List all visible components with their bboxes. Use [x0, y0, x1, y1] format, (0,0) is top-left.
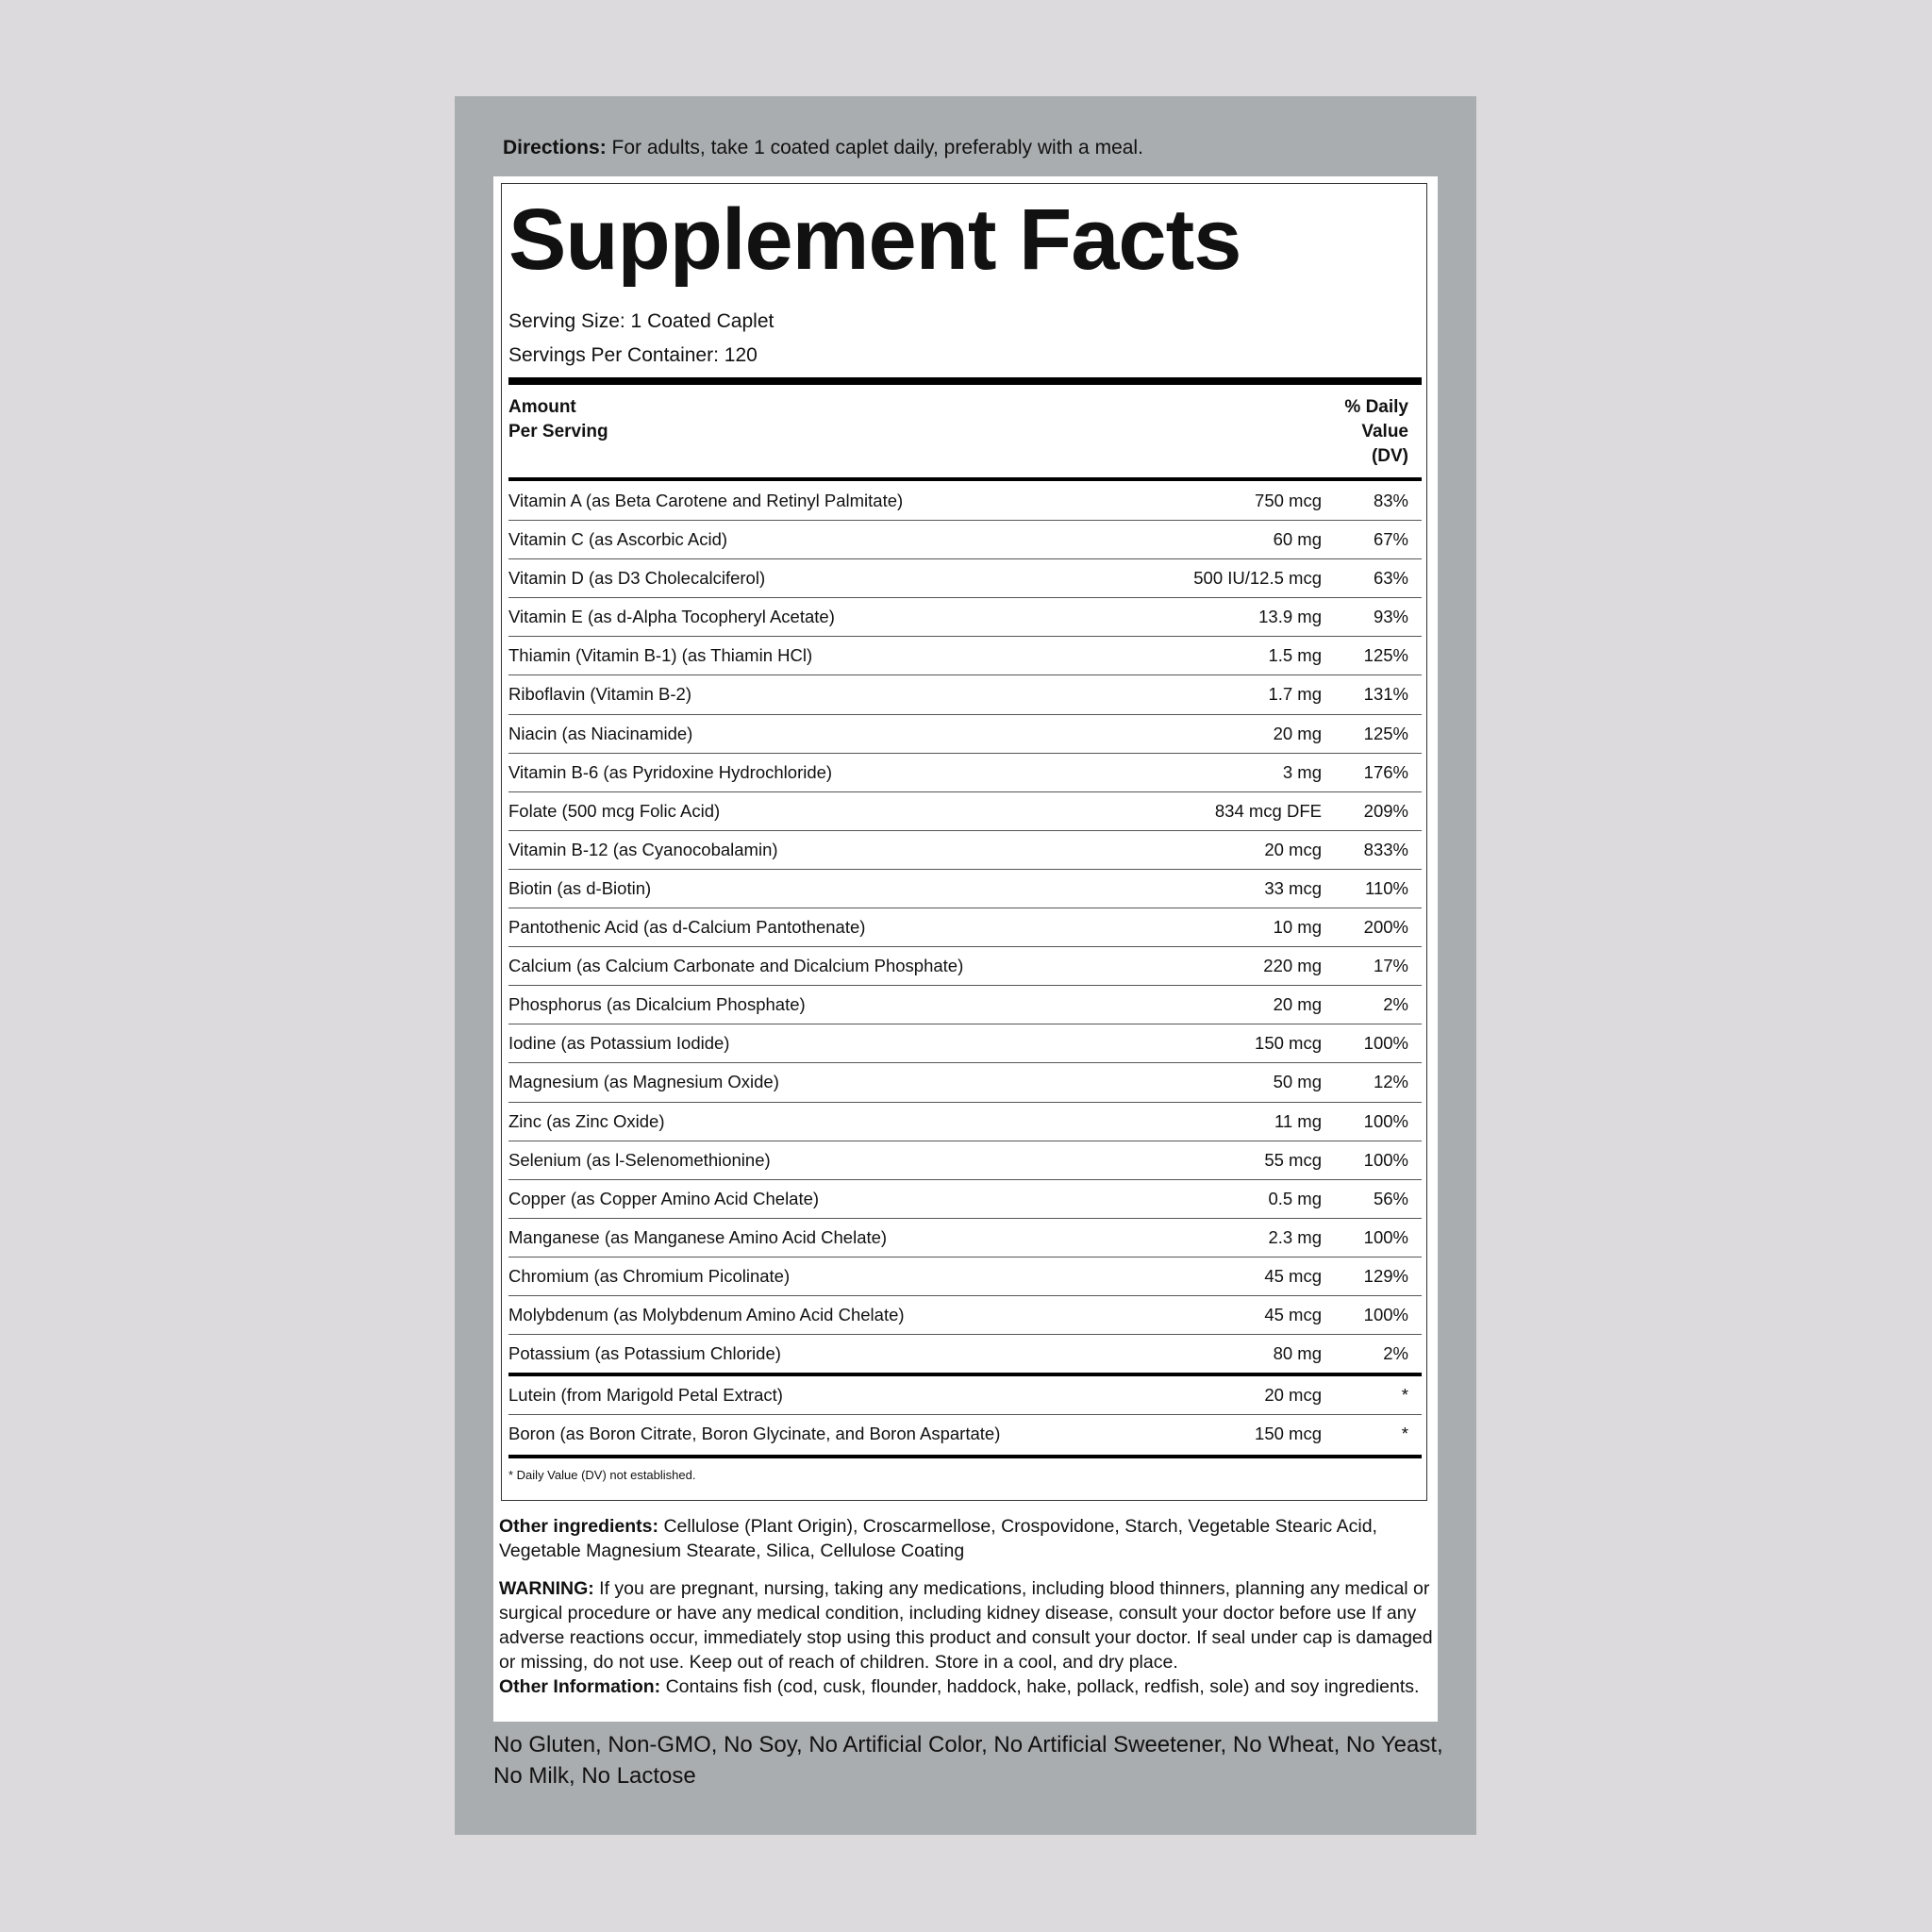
nutrient-name: Vitamin B-6 (as Pyridoxine Hydrochloride) [508, 761, 833, 782]
nutrient-dv: 833% [1363, 839, 1408, 859]
other-ingredients [499, 1514, 1433, 1563]
nutrient-dv: 12% [1373, 1072, 1408, 1092]
nutrient-dv: 100% [1363, 1304, 1408, 1324]
nutrient-dv: 100% [1363, 1226, 1408, 1247]
header-value: Value [1361, 422, 1408, 441]
nutrient-amount: 13.9 mg [1258, 607, 1322, 627]
nutrient-amount: 50 mg [1273, 1072, 1322, 1092]
nutrient-amount: 45 mcg [1264, 1304, 1322, 1324]
nutrient-row [508, 870, 1422, 908]
nutrient-dv: 67% [1373, 529, 1408, 550]
nutrient-amount: 55 mcg [1264, 1149, 1322, 1170]
nutrient-dv: 176% [1363, 761, 1408, 782]
nutrient-row [508, 715, 1422, 754]
nutrient-dv: 100% [1363, 1033, 1408, 1054]
nutrient-row [508, 754, 1422, 792]
nutrient-dv: * [1401, 1385, 1408, 1405]
nutrient-row [508, 1180, 1422, 1219]
nutrient-name: Selenium (as l-Selenomethionine) [508, 1149, 771, 1170]
nutrient-row [508, 1063, 1422, 1102]
nutrient-name: Zinc (as Zinc Oxide) [508, 1110, 665, 1131]
nutrient-dv: 93% [1373, 607, 1408, 627]
other-information [499, 1674, 1433, 1699]
nutrient-dv: 209% [1363, 800, 1408, 821]
nutrient-name: Riboflavin (Vitamin B-2) [508, 684, 691, 705]
nutrient-name: Thiamin (Vitamin B-1) (as Thiamin HCl) [508, 645, 813, 666]
nutrient-dv: 125% [1363, 723, 1408, 743]
nutrient-name: Lutein (from Marigold Petal Extract) [508, 1385, 783, 1405]
nutrient-name: Copper (as Copper Amino Acid Chelate) [508, 1188, 820, 1208]
divider-header [508, 477, 1422, 481]
nutrient-dv: 2% [1383, 994, 1408, 1015]
nutrient-amount: 10 mg [1273, 917, 1322, 938]
header-daily-value [1344, 395, 1408, 469]
header-amount-per-serving [508, 395, 608, 444]
nutrient-name: Niacin (as Niacinamide) [508, 723, 693, 743]
nutrient-name: Vitamin D (as D3 Cholecalciferol) [508, 568, 766, 589]
nutrient-dv: 129% [1363, 1265, 1408, 1286]
directions [503, 134, 1143, 162]
nutrient-row [508, 1415, 1422, 1454]
nutrient-row [508, 482, 1422, 521]
nutrient-row [508, 947, 1422, 986]
nutrient-dv: * [1401, 1424, 1408, 1444]
nutrient-dv: 110% [1365, 877, 1408, 898]
nutrient-dv: 17% [1373, 956, 1408, 976]
nutrient-amount: 3 mg [1282, 761, 1322, 782]
warning-text: If you are pregnant, nursing, taking any medications, including blood thinners, planning any medical or surgical procedure or have any medical condition, including kidney disease, consult your doctor before use If any adverse reactions occur, immediately stop using this product and consult your doctor. If seal under cap is damaged or missing, do not use. Keep out of reach of children. Store in a cool, and dry place. [499, 1578, 1433, 1673]
nutrient-row [508, 675, 1422, 714]
nutrient-row [508, 598, 1422, 637]
nutrient-name: Folate (500 mcg Folic Acid) [508, 800, 721, 821]
nutrient-name: Calcium (as Calcium Carbonate and Dicalcium Phosphate) [508, 956, 964, 976]
nutrient-name: Potassium (as Potassium Chloride) [508, 1343, 781, 1364]
nutrient-dv: 100% [1363, 1110, 1408, 1131]
nutrient-amount: 20 mg [1273, 723, 1322, 743]
nutrient-dv: 131% [1363, 684, 1408, 705]
nutrient-name: Magnesium (as Magnesium Oxide) [508, 1072, 779, 1092]
nutrient-dv: 63% [1373, 568, 1408, 589]
footnote: * Daily Value (DV) not established. [508, 1468, 696, 1482]
nutrient-row [508, 1103, 1422, 1141]
nutrient-name: Vitamin B-12 (as Cyanocobalamin) [508, 839, 778, 859]
nutrient-name: Boron (as Boron Citrate, Boron Glycinate, and Boron Aspartate) [508, 1424, 1001, 1444]
nutrient-name: Vitamin A (as Beta Carotene and Retinyl Palmitate) [508, 491, 904, 510]
nutrient-name: Vitamin C (as Ascorbic Acid) [508, 529, 728, 550]
warning-label: WARNING: [499, 1578, 594, 1599]
nutrient-amount: 150 mcg [1255, 1424, 1322, 1444]
nutrient-row [508, 908, 1422, 947]
nutrient-row [508, 521, 1422, 559]
nutrient-amount: 1.5 mg [1268, 645, 1322, 666]
divider-thick-top [508, 377, 1422, 385]
nutrient-amount: 500 IU/12.5 mcg [1193, 568, 1322, 589]
serving-size: Serving Size: 1 Coated Caplet [508, 310, 774, 332]
warning [499, 1576, 1433, 1674]
nutrient-name: Pantothenic Acid (as d-Calcium Pantothenate) [508, 917, 866, 938]
servings-per-container: Servings Per Container: 120 [508, 344, 758, 366]
supplement-facts-box [501, 183, 1427, 1501]
divider-bottom [508, 1455, 1422, 1458]
nutrient-amount: 60 mg [1273, 529, 1322, 550]
label-body [493, 176, 1438, 1722]
serving-info [508, 305, 774, 373]
header-dv: (DV) [1371, 446, 1408, 466]
other-ingredients-label: Other ingredients: [499, 1516, 659, 1537]
nutrient-amount: 33 mcg [1264, 877, 1322, 898]
nutrient-amount: 220 mg [1263, 956, 1322, 976]
nutrient-row [508, 1141, 1422, 1180]
nutrient-amount: 80 mg [1273, 1343, 1322, 1364]
other-information-label: Other Information: [499, 1676, 661, 1697]
other-ingredients-text: Cellulose (Plant Origin), Croscarmellose, Crospovidone, Starch, Vegetable Stearic Acid, Vegetable Magnesium Stearate, Silica, Cellulose Coating [499, 1516, 1377, 1561]
nutrient-name: Iodine (as Potassium Iodide) [508, 1033, 730, 1054]
nutrient-dv: 125% [1363, 645, 1408, 666]
nutrient-dv: 83% [1373, 491, 1408, 510]
nutrient-dv: 2% [1383, 1343, 1408, 1364]
header-daily: % Daily [1344, 397, 1408, 417]
nutrient-amount: 20 mcg [1264, 839, 1322, 859]
nutrient-rows [508, 482, 1422, 1374]
nutrient-row [508, 1024, 1422, 1063]
nutrient-row [508, 559, 1422, 598]
nutrient-name: Biotin (as d-Biotin) [508, 877, 652, 898]
header-per-serving: Per Serving [508, 422, 608, 441]
nutrient-amount: 2.3 mg [1268, 1226, 1322, 1247]
nutrient-amount: 150 mcg [1255, 1033, 1322, 1054]
nutrient-dv: 200% [1363, 917, 1408, 938]
nutrient-amount: 1.7 mg [1268, 684, 1322, 705]
nutrient-row [508, 1257, 1422, 1296]
label-panel [455, 96, 1476, 1835]
nutrient-row [508, 637, 1422, 675]
nutrient-dv: 100% [1363, 1149, 1408, 1170]
nutrient-name: Manganese (as Manganese Amino Acid Chelate) [508, 1226, 888, 1247]
nutrient-name: Chromium (as Chromium Picolinate) [508, 1265, 791, 1286]
directions-text: For adults, take 1 coated caplet daily, preferably with a meal. [606, 137, 1143, 158]
nutrient-name: Vitamin E (as d-Alpha Tocopheryl Acetate) [508, 607, 835, 627]
nutrient-row [508, 1335, 1422, 1374]
nutrient-amount: 11 mg [1274, 1110, 1322, 1131]
nutrient-row [508, 1296, 1422, 1335]
nutrient-amount: 834 mcg DFE [1214, 800, 1322, 821]
nutrient-row [508, 1219, 1422, 1257]
nutrient-row [508, 831, 1422, 870]
other-rows [508, 1376, 1422, 1454]
nutrient-dv: 56% [1373, 1188, 1408, 1208]
free-from-claims: No Gluten, Non-GMO, No Soy, No Artificial Color, No Artificial Sweetener, No Wheat, No Yeast, No Milk, No Lactose [493, 1732, 1443, 1789]
nutrient-name: Molybdenum (as Molybdenum Amino Acid Chelate) [508, 1304, 905, 1324]
header-amount: Amount [508, 397, 576, 417]
nutrient-name: Phosphorus (as Dicalcium Phosphate) [508, 994, 806, 1015]
nutrient-amount: 20 mcg [1264, 1385, 1322, 1405]
nutrient-row [508, 792, 1422, 831]
nutrient-amount: 20 mg [1273, 994, 1322, 1015]
nutrient-row [508, 986, 1422, 1024]
nutrient-amount: 0.5 mg [1268, 1188, 1322, 1208]
directions-label: Directions: [503, 137, 607, 158]
other-information-text: Contains fish (cod, cusk, flounder, haddock, hake, pollack, redfish, sole) and soy ingredients. [660, 1676, 1420, 1697]
nutrient-amount: 750 mcg [1255, 491, 1322, 510]
nutrient-row [508, 1376, 1422, 1415]
facts-title: Supplement Facts [508, 192, 1241, 288]
nutrient-amount: 45 mcg [1264, 1265, 1322, 1286]
